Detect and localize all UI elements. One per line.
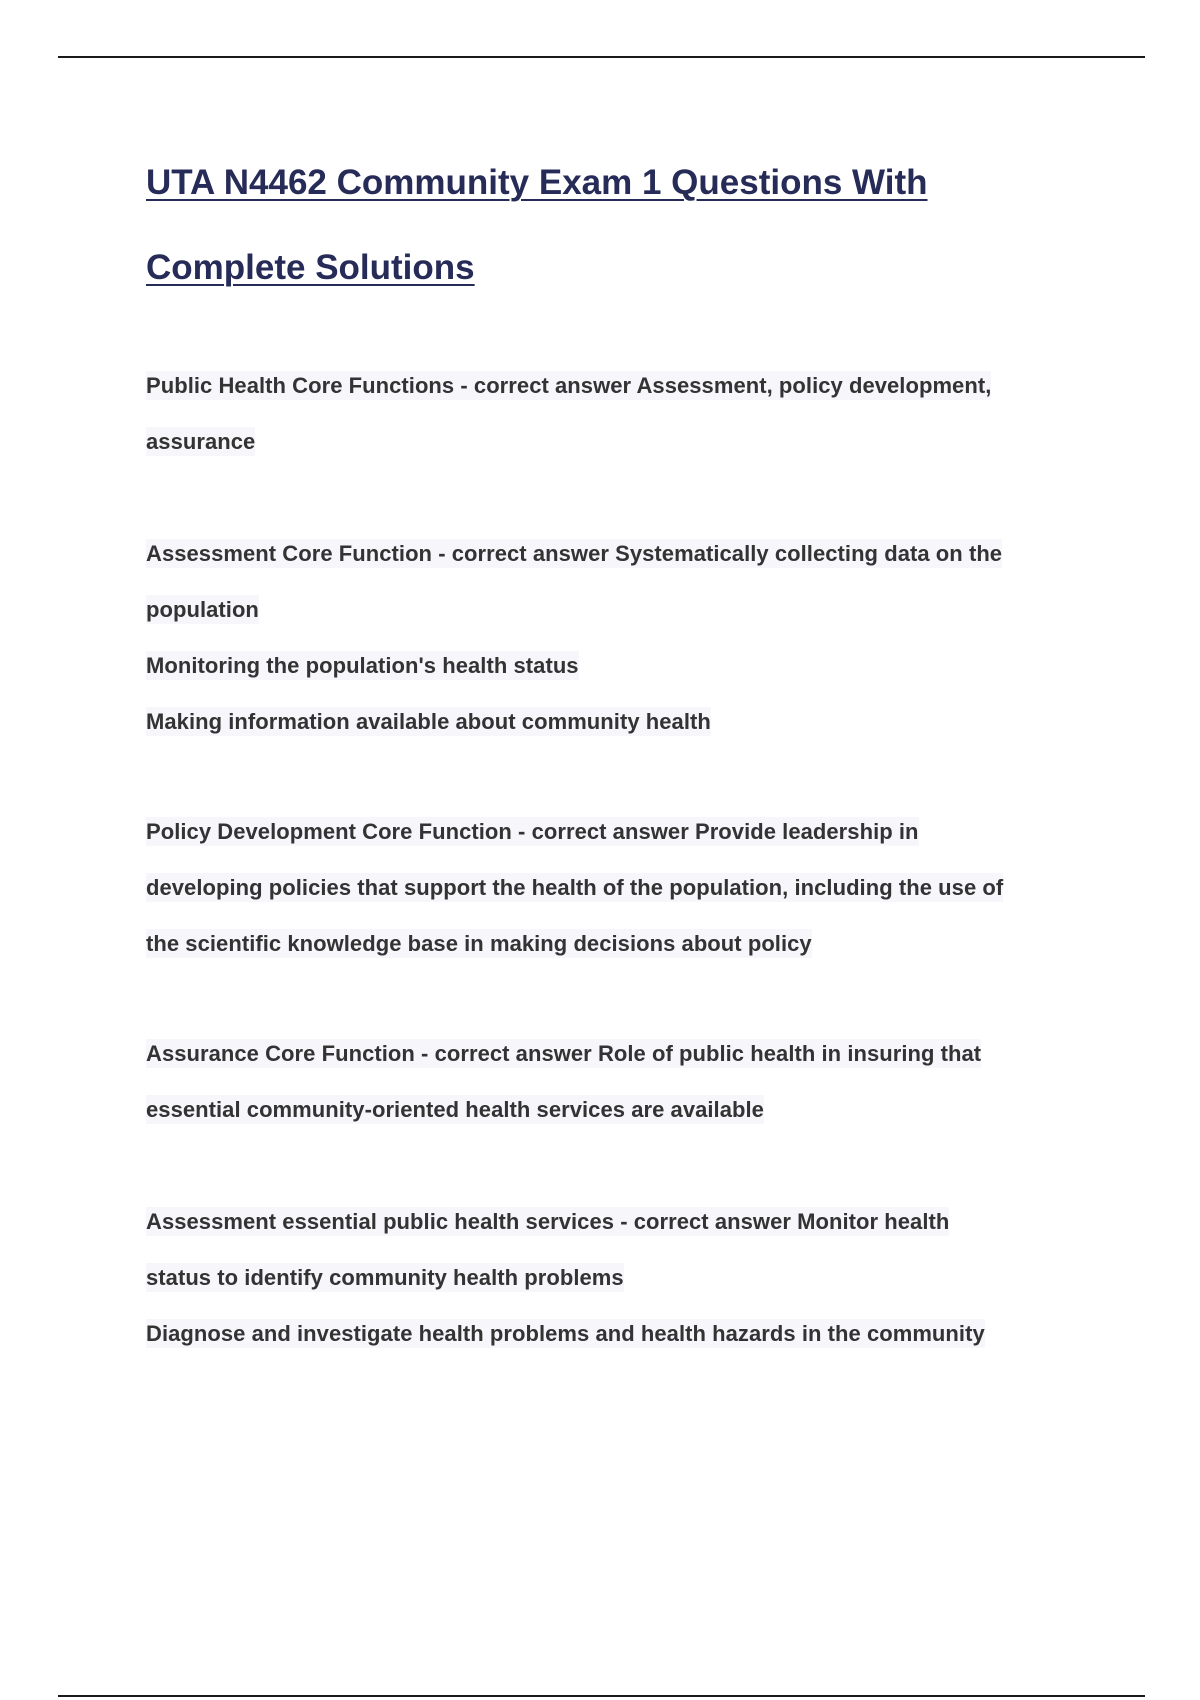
- qa-entry-assessment-essential-services: [146, 1194, 1106, 1362]
- entry-line: Making information available about community health: [146, 709, 711, 734]
- qa-entry-assurance-core-function: [146, 1026, 1106, 1138]
- bottom-rule: [58, 1695, 1145, 1697]
- entry-line: status to identify community health problems: [146, 1265, 624, 1290]
- entry-line: Diagnose and investigate health problems and health hazards in the community: [146, 1321, 985, 1346]
- entry-line: essential community-oriented health services are available: [146, 1097, 764, 1122]
- entry-line: Public Health Core Functions - correct answer Assessment, policy development,: [146, 373, 992, 398]
- entry-line: Assurance Core Function - correct answer Role of public health in insuring that: [146, 1041, 982, 1066]
- title-line-1: UTA N4462 Community Exam 1 Questions With: [146, 163, 928, 202]
- entry-line: Policy Development Core Function - correct answer Provide leadership in: [146, 819, 919, 844]
- entry-line: Assessment Core Function - correct answer Systematically collecting data on the: [146, 541, 1003, 566]
- entry-line: developing policies that support the health of the population, including the use of: [146, 875, 1004, 900]
- qa-entry-assessment-core-function: [146, 526, 1106, 750]
- entry-line: assurance: [146, 429, 256, 454]
- qa-entry-policy-development-core-function: [146, 804, 1106, 972]
- page-title: [146, 140, 1106, 310]
- title-line-2: Complete Solutions: [146, 248, 475, 287]
- entry-line: Monitoring the population's health status: [146, 653, 579, 678]
- entry-line: population: [146, 597, 259, 622]
- entry-line: Assessment essential public health services - correct answer Monitor health: [146, 1209, 950, 1234]
- qa-entry-public-health-core-functions: [146, 358, 1106, 470]
- entry-line: the scientific knowledge base in making decisions about policy: [146, 931, 812, 956]
- top-rule: [58, 56, 1145, 58]
